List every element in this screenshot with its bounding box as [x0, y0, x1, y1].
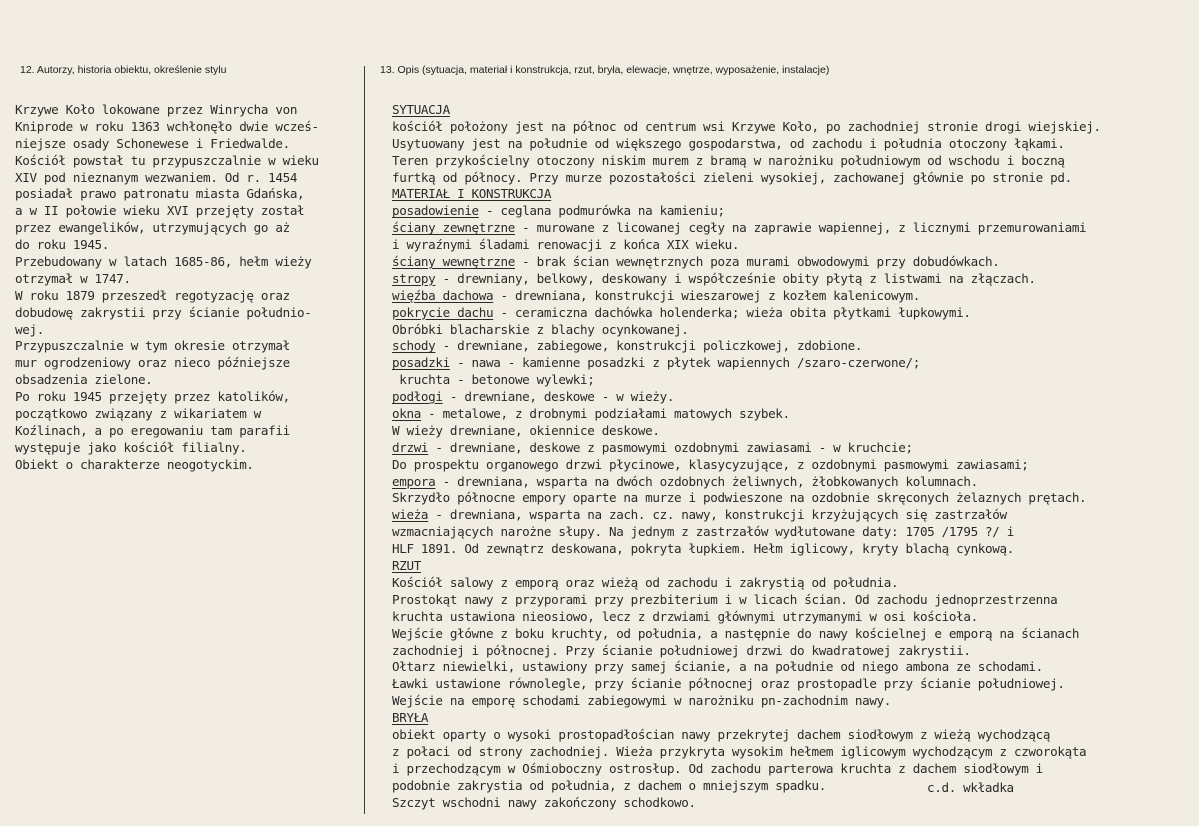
description-body: - drewniane, deskowe z pasmowymi ozdobnymi zawiasami - w kruchcie; — [428, 439, 913, 455]
description-line — [392, 220, 1101, 237]
description-body: Teren przykościelny otoczony niskim murem z bramą w narożniku południowym od wschodu i boczną — [392, 152, 1065, 168]
history-line: do roku 1945. — [15, 237, 110, 253]
description-body: Prostokąt nawy z przyporami przy prezbiterium i w licach ścian. Od zachodu jednoprzestrzenna — [392, 591, 1058, 607]
history-line: początkowo związany z wikariatem w — [15, 406, 261, 422]
description-line — [392, 626, 1101, 643]
description-heading: RZUT — [392, 558, 421, 574]
description-body: i przechodzącym w Ośmioboczny ostrosłup. Od zachodu parterowa kruchta z dachem siodłowym i — [392, 760, 1043, 776]
description-body: wzmacniających narożne słupy. Na jednym z zastrzałów wydłutowane daty: 1705 /1795 ?/ i — [392, 524, 1014, 540]
description-heading: schody — [392, 338, 436, 354]
description-line — [392, 727, 1101, 744]
description-line — [392, 136, 1101, 153]
description-line — [392, 693, 1101, 710]
description-body: kruchta ustawiona nieosiowo, lecz z drzwiami głównymi utrzymanymi w osi kościoła. — [392, 608, 978, 624]
description-heading: ściany wewnętrzne — [392, 254, 515, 270]
description-body: zachodniej i północnej. Przy ścianie południowej drzwi do kwadratowej zakrystii. — [392, 642, 971, 658]
description-line — [392, 355, 1101, 372]
description-line — [392, 102, 1101, 119]
history-line: XIV pod nieznanym wezwaniem. Od r. 1454 — [15, 169, 298, 185]
description-heading: podłogi — [392, 389, 443, 405]
history-line: a w II połowie wieku XVI przejęty został — [15, 203, 305, 219]
description-line — [392, 119, 1101, 136]
history-line: Krzywe Koło lokowane przez Winrycha von — [15, 102, 298, 117]
description-line — [392, 406, 1101, 423]
description-heading: posadowienie — [392, 203, 479, 219]
description-line — [392, 457, 1101, 474]
history-line: Przypuszczalnie w tym okresie otrzymał — [15, 338, 290, 354]
description-line — [392, 761, 1101, 778]
description-line — [392, 288, 1101, 305]
description-body: - murowane z licowanej cegły na zaprawie wapiennej, z licznymi przemurowaniami — [514, 220, 1087, 236]
description-heading: stropy — [392, 270, 436, 286]
description-body: obiekt oparty o wysoki prostopadłościan nawy przekrytej dachem siodłowym z wieżą wychodzącą — [392, 726, 1051, 742]
description-body: - drewniana, wsparta na zach. cz. nawy, konstrukcji krzyżujących się zastrzałów — [428, 507, 1007, 523]
history-line: posiadał prawo patronatu miasta Gdańska, — [15, 186, 305, 202]
description-line — [392, 389, 1101, 406]
description-line — [392, 659, 1101, 676]
description-line — [392, 676, 1101, 693]
description-heading: posadzki — [392, 355, 450, 371]
description-line — [392, 795, 1101, 812]
description-body: kościół położony jest na północ od centrum wsi Krzywe Koło, po zachodniej stronie drogi wiejskiej. — [392, 118, 1101, 134]
description-body: - drewniany, belkowy, deskowany i współcześnie obity płytą z listwami na złączach. — [435, 270, 1036, 286]
description-body: - drewniana, wsparta na dwóch ozdobnych żeliwnych, żłobkowanych kolumnach. — [435, 473, 978, 489]
history-text — [15, 102, 319, 474]
description-body: Wejście na emporę schodami zabiegowymi w narożniku pn-zachodnim nawy. — [392, 693, 892, 709]
history-line: Obiekt o charakterze neogotyckim. — [15, 456, 254, 472]
description-body: Ławki ustawione równolegle, przy ścianie północnej oraz prostopadle przy ścianie południowej. — [392, 676, 1065, 692]
history-line: Kościół powstał tu przypuszczalnie w wieku — [15, 152, 319, 168]
description-body: - brak ścian wewnętrznych poza murami obwodowymi przy dobudówkach. — [514, 254, 1000, 270]
description-line — [392, 609, 1101, 626]
description-body: kruchta - betonowe wylewki; — [392, 372, 595, 388]
description-heading: okna — [392, 406, 421, 422]
description-body: Kościół salowy z emporą oraz wieżą od zachodu i zakrystią od południa. — [392, 574, 899, 590]
description-line — [392, 541, 1101, 558]
description-line — [392, 474, 1101, 491]
description-heading: ściany zewnętrzne — [392, 220, 515, 236]
description-line — [392, 490, 1101, 507]
history-line: otrzymał w 1747. — [15, 270, 131, 286]
history-line: W roku 1879 przeszedł regotyzację oraz — [15, 287, 290, 303]
description-line — [392, 338, 1101, 355]
description-heading: BRYŁA — [392, 710, 429, 726]
description-line — [392, 203, 1101, 220]
description-body: Ołtarz niewielki, ustawiony przy samej ścianie, a na południe od niego ambona ze schodami. — [392, 659, 1043, 675]
description-body: - nawa - kamienne posadzki z płytek wapiennych /szaro-czerwone/; — [449, 355, 920, 371]
description-line — [392, 322, 1101, 339]
description-line — [392, 186, 1101, 203]
history-line: Koźlinach, a po eregowaniu tam parafii — [15, 422, 290, 438]
description-line — [392, 372, 1101, 389]
description-line — [392, 271, 1101, 288]
description-body: Obróbki blacharskie z blachy ocynkowanej. — [392, 321, 689, 337]
description-line — [392, 423, 1101, 440]
description-body: z połaci od strony zachodniej. Wieża przykryta wysokim hełmem iglicowym wychodzącym z czworokąta — [392, 743, 1087, 759]
description-line — [392, 440, 1101, 457]
description-body: Szczyt wschodni nawy zakończony schodkowo. — [392, 794, 696, 810]
description-body: i wyraźnymi śladami renowacji z końca XIX wieku. — [392, 237, 740, 253]
description-body: - drewniana, konstrukcji wieszarowej z kozłem kalenicowym. — [493, 287, 920, 303]
history-line: Przebudowany w latach 1685-86, hełm wieży — [15, 254, 312, 270]
description-line — [392, 237, 1101, 254]
description-body: Do prospektu organowego drzwi płycinowe, klasycyzujące, z ozdobnymi pasmowymi zawiasami; — [392, 456, 1029, 472]
description-heading: empora — [392, 473, 436, 489]
description-line — [392, 305, 1101, 322]
history-line: wej. — [15, 321, 44, 337]
description-body: - ceramiczna dachówka holenderka; wieża obita płytkami łupkowymi. — [493, 304, 971, 320]
description-body: furtką od północy. Przy murze pozostałości zieleni wysokiej, zachowanej głównie po stronie pd. — [392, 169, 1072, 185]
description-body: - metalowe, z drobnymi podziałami matowych szybek. — [420, 406, 790, 422]
history-line: występuje jako kościół filialny. — [15, 439, 247, 455]
history-line: obsadzenia zielone. — [15, 372, 153, 388]
history-line: dobudowę zakrystii przy ścianie południo- — [15, 304, 312, 320]
description-heading: więźba dachowa — [392, 287, 494, 303]
description-body: W wieży drewniane, okiennice deskowe. — [392, 422, 660, 438]
description-body: - ceglana podmurówka na kamieniu; — [478, 203, 725, 219]
description-line — [392, 170, 1101, 187]
description-line — [392, 592, 1101, 609]
description-line — [392, 507, 1101, 524]
description-heading: SYTUACJA — [392, 102, 450, 117]
section-13-title: 13. Opis (sytuacja, materiał i konstrukcja, rzut, bryła, elewacje, wnętrze, wyposażenie, instalacje) — [380, 64, 830, 76]
description-body: Wejście główne z boku kruchty, od południa, a następnie do nawy kościelnej e emporą na ścianach — [392, 625, 1080, 641]
continuation-note: c.d. wkładka — [927, 780, 1014, 795]
description-heading: pokrycie dachu — [392, 304, 494, 320]
history-line: Kniprode w roku 1363 wchłonęło dwie wcześ- — [15, 118, 319, 134]
description-body: Skrzydło północne empory oparte na murze i podwieszone na ozdobnie skręconych żelaznych prętach. — [392, 490, 1087, 506]
description-line — [392, 744, 1101, 761]
description-line — [392, 524, 1101, 541]
column-divider — [364, 66, 365, 814]
description-text — [392, 102, 1101, 811]
description-line — [392, 575, 1101, 592]
description-body: - drewniane, zabiegowe, konstrukcji policzkowej, zdobione. — [435, 338, 863, 354]
description-line — [392, 153, 1101, 170]
description-heading: drzwi — [392, 439, 429, 455]
history-line: przez ewangelików, utrzymujących go aż — [15, 220, 290, 236]
description-line — [392, 710, 1101, 727]
description-line — [392, 558, 1101, 575]
history-line: niejsze osady Schonewese i Friedwalde. — [15, 135, 290, 151]
description-line — [392, 643, 1101, 660]
description-line — [392, 254, 1101, 271]
description-body: Usytuowany jest na południe od większego gospodarstwa, od zachodu i południa otoczony łąkami. — [392, 135, 1065, 151]
description-body: - drewniane, deskowe - w wieży. — [442, 389, 675, 405]
history-line: mur ogrodzeniowy oraz nieco późniejsze — [15, 355, 290, 371]
description-heading: wieża — [392, 507, 429, 523]
history-line: Po roku 1945 przejęty przez katolików, — [15, 389, 290, 405]
description-body: HLF 1891. Od zewnątrz deskowana, pokryta łupkiem. Hełm iglicowy, kryty blachą cynkową. — [392, 541, 1014, 557]
section-12-title: 12. Autorzy, historia obiektu, określenie stylu — [20, 64, 227, 76]
description-body: podobnie zakrystia od południa, z dachem o mniejszym spadku. — [392, 777, 826, 793]
description-heading: MATERIAŁ I KONSTRUKCJA — [392, 186, 552, 202]
